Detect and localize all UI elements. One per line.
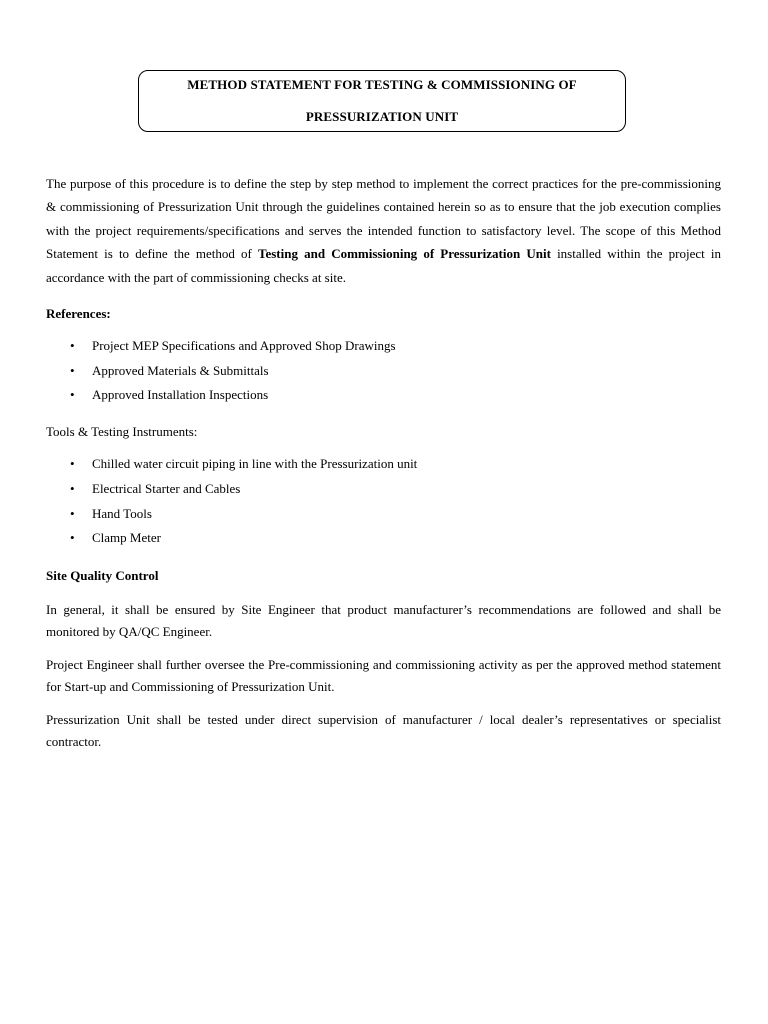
bullet-icon: • [70, 338, 75, 354]
document-body [46, 172, 721, 754]
list-item-text: Approved Installation Inspections [92, 387, 269, 403]
list-item-text: Clamp Meter [92, 530, 161, 546]
bullet-icon: • [70, 530, 75, 546]
tools-heading: Tools & Testing Instruments: [46, 424, 198, 440]
list-item [46, 452, 721, 477]
intro-paragraph [46, 172, 721, 289]
list-item [46, 502, 721, 527]
list-item [46, 526, 721, 551]
bullet-icon: • [70, 480, 75, 496]
quality-heading: Site Quality Control [46, 567, 159, 583]
quality-paragraph-1: In general, it shall be ensured by Site Engineer that product manufacturer’s recommendations are followed and shall be monitored by QA/QC Engineer. [46, 601, 721, 640]
list-item [46, 477, 721, 502]
references-heading: References: [46, 306, 111, 322]
list-item-text: Electrical Starter and Cables [92, 480, 241, 496]
intro-text-end: installed within the project in accordance with the part of commissioning checks at site. [46, 246, 722, 285]
list-item [46, 334, 721, 359]
document-title-line-1: METHOD STATEMENT FOR TESTING & COMMISSIONING OF [187, 77, 577, 92]
intro-text-start: The purpose of this procedure is to define the step by step method to implement the correct practices for the pre-commissioning & commissioning of Pressurization Unit through the guidelines contained herein so as to ensure that the job execution complies with the project requirements/specifications and serves the intended function to satisfactory level. The scope of this Method Statement is to define the method of [46, 176, 721, 262]
bullet-icon: • [70, 456, 75, 472]
list-item-text: Chilled water circuit piping in line with the Pressurization unit [92, 456, 418, 472]
list-item [46, 359, 721, 384]
list-item-text: Approved Materials & Submittals [92, 362, 269, 378]
bullet-icon: • [70, 387, 75, 403]
tools-list [46, 452, 721, 551]
intro-bold-scope: Testing and Commissioning of Pressurization Unit [257, 246, 551, 262]
document-title-line-2: PRESSURIZATION UNIT [305, 109, 459, 124]
quality-paragraph-3: Pressurization Unit shall be tested under direct supervision of manufacturer / local dealer’s representatives or specialist contractor. [46, 711, 721, 750]
references-list [46, 334, 721, 408]
list-item-text: Hand Tools [92, 505, 152, 521]
bullet-icon: • [70, 362, 75, 378]
list-item [46, 383, 721, 408]
title-box [138, 70, 626, 132]
bullet-icon: • [70, 505, 75, 521]
list-item-text: Project MEP Specifications and Approved Shop Drawings [92, 338, 396, 354]
quality-paragraph-2: Project Engineer shall further oversee the Pre-commissioning and commissioning activity as per the approved method statement for Start-up and Commissioning of Pressurization Unit. [46, 656, 721, 695]
